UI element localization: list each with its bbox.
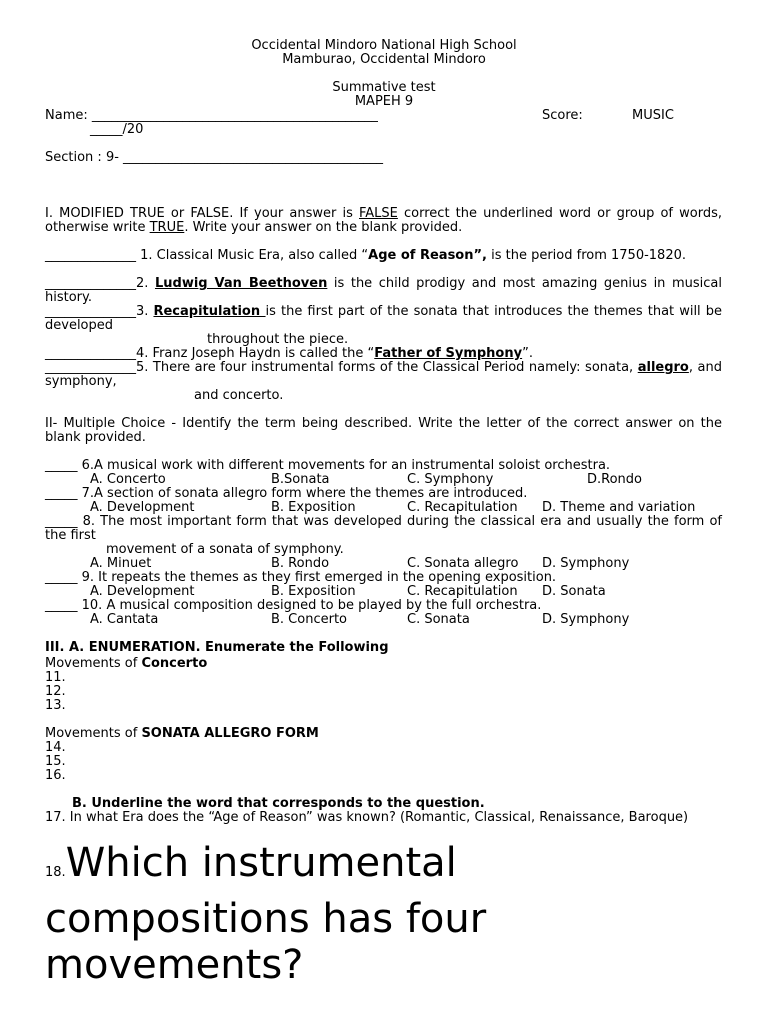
section-field: Section : 9- ________________________________________: [45, 150, 384, 165]
mc-8-choice-d: D. Symphony: [542, 556, 630, 571]
score-label: Score:: [542, 108, 583, 123]
enum-item-12: 12.: [45, 684, 66, 699]
tf-item-3-cont: throughout the piece.: [207, 332, 349, 347]
music-label: MUSIC: [632, 108, 674, 123]
mc-7-choice-b: B. Exposition: [271, 500, 356, 515]
enum-item-13: 13.: [45, 698, 66, 713]
tf-item-5: ______________5. There are four instrumental forms of the Classical Period namely: sonata, allegro, and symphony,: [45, 360, 722, 389]
school-name: Occidental Mindoro National High School: [251, 38, 517, 53]
enum-item-14: 14.: [45, 740, 66, 755]
test-title: Summative test: [332, 80, 436, 95]
tf-item-5-cont: and concerto.: [194, 388, 284, 403]
mc-9-choice-b: B. Exposition: [271, 584, 356, 599]
name-field: Name: ____________________________________________: [45, 108, 378, 123]
mc-9-choice-d: D. Sonata: [542, 584, 606, 599]
mc-10-choice-a: A. Cantata: [90, 612, 159, 627]
concerto-heading: Movements of Concerto: [45, 656, 208, 671]
mc-question-8: _____ 8. The most important form that was developed during the classical era and usually the form of the first: [45, 514, 722, 543]
tf-item-4: ______________4. Franz Joseph Haydn is called the “Father of Symphony”.: [45, 346, 533, 361]
mc-6-choice-b: B.Sonata: [271, 472, 330, 487]
question-18-number: 18.: [45, 865, 66, 880]
question-18-text: Which instrumental compositions has four movements?: [45, 840, 487, 988]
tf-item-1: ______________ 1. Classical Music Era, also called “Age of Reason”, is the period from 1750-1820.: [45, 248, 687, 263]
enum-item-11: 11.: [45, 670, 66, 685]
subject-title: MAPEH 9: [354, 94, 414, 109]
mc-8-choice-c: C. Sonata allegro: [407, 556, 519, 571]
mc-8-choice-a: A. Minuet: [90, 556, 152, 571]
enum-item-15: 15.: [45, 754, 66, 769]
school-location: Mamburao, Occidental Mindoro: [282, 52, 486, 67]
tf-item-3: ______________3. Recapitulation is the first part of the sonata that introduces the themes that will be developed: [45, 304, 722, 333]
mc-question-7: _____ 7.A section of sonata allegro form where the themes are introduced.: [45, 486, 528, 501]
mc-9-choice-a: A. Development: [90, 584, 195, 599]
mc-6-choice-c: C. Symphony: [407, 472, 494, 487]
mc-6-choice-d: D.Rondo: [587, 472, 642, 487]
mc-9-choice-c: C. Recapitulation: [407, 584, 518, 599]
question-17: 17. In what Era does the “Age of Reason” was known? (Romantic, Classical, Renaissance, Baroque): [45, 810, 689, 825]
false-word: FALSE: [359, 206, 398, 221]
part3-heading: III. A. ENUMERATION. Enumerate the Following: [45, 640, 389, 655]
sonata-heading: Movements of SONATA ALLEGRO FORM: [45, 726, 319, 741]
tf-item-2: ______________2. Ludwig Van Beethoven is the child prodigy and most amazing genius in musical history.: [45, 276, 722, 305]
mc-10-choice-c: C. Sonata: [407, 612, 470, 627]
part1-instruction: I. MODIFIED TRUE or FALSE. If your answer is FALSE correct the underlined word or group of words, otherwise write TRUE. Write your answer on the blank provided.: [45, 206, 722, 235]
question-18: [45, 840, 725, 988]
mc-6-choice-a: A. Concerto: [90, 472, 166, 487]
part3b-heading: B. Underline the word that corresponds to the question.: [72, 796, 485, 811]
true-word: TRUE: [149, 220, 185, 235]
mc-question-10: _____ 10. A musical composition designed to be played by the full orchestra.: [45, 598, 542, 613]
mc-7-choice-d: D. Theme and variation: [542, 500, 696, 515]
mc-10-choice-b: B. Concerto: [271, 612, 347, 627]
mc-7-choice-a: A. Development: [90, 500, 195, 515]
enum-item-16: 16.: [45, 768, 66, 783]
mc-7-choice-c: C. Recapitulation: [407, 500, 518, 515]
mc-question-8-cont: movement of a sonata of symphony.: [106, 542, 344, 557]
mc-10-choice-d: D. Symphony: [542, 612, 630, 627]
mc-question-6: _____ 6.A musical work with different movements for an instrumental soloist orchestra.: [45, 458, 611, 473]
score-blank: _____/20: [90, 122, 144, 137]
mc-question-9: _____ 9. It repeats the themes as they first emerged in the opening exposition.: [45, 570, 557, 585]
mc-8-choice-b: B. Rondo: [271, 556, 330, 571]
part2-instruction: II- Multiple Choice - Identify the term being described. Write the letter of the correct answer on the blank provided.: [45, 416, 722, 445]
